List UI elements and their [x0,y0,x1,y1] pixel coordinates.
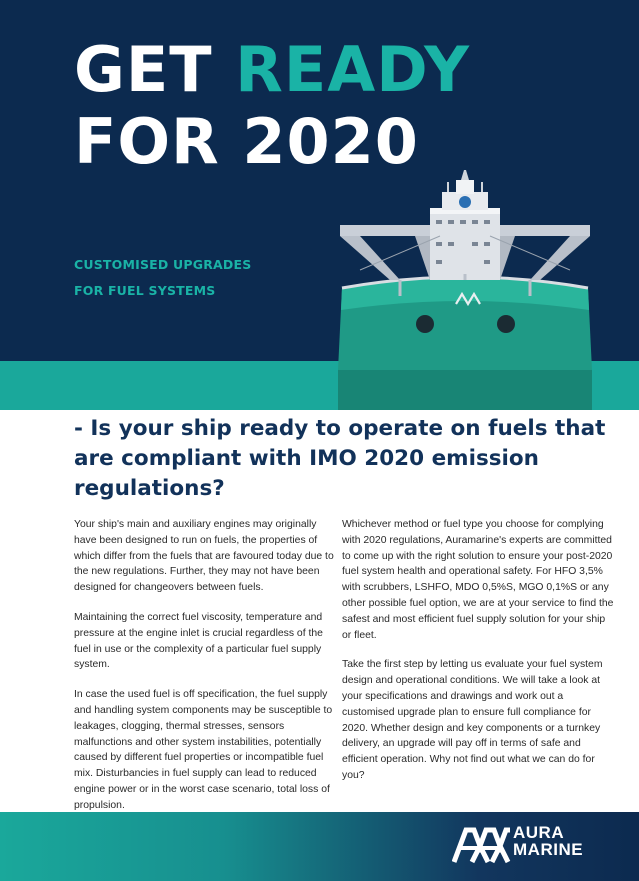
ship-illustration [330,170,600,410]
title-get: GET [74,33,236,106]
logo-wordmark [513,824,583,858]
paragraph: In case the used fuel is off specification, the fuel supply and handling system components may be susceptible to leakages, clogging, thermal stresses, sensors malfunctions and other system instabilities, potentially caused by different fuel properties or incompatible fuel mix. Disturbancies in fuel supply can lead to reduced engine power or in the worst case scenario, total loss of propulsion. [74,689,333,811]
logo-text-marine: MARINE [513,840,584,859]
paragraph: Your ship's main and auxiliary engines may originally have been designed to run on fuels, the properties of which differ from the fuels that are favoured today due to the new regulations. Further, they may not have been designed for changeovers between fuels. [74,519,334,594]
logo-text-aura: AURA [513,823,565,842]
subtitle-line-1: CUSTOMISED UPGRADES [74,257,252,272]
subtitle-line-2: FOR FUEL SYSTEMS [74,283,216,298]
body-column-right [342,517,614,798]
title-for-2020: FOR 2020 [74,105,419,178]
subtitle [74,252,251,304]
page-title [74,34,470,178]
body-column-left [74,517,334,828]
paragraph: Whichever method or fuel type you choose for complying with 2020 regulations, Auramarine's experts are committed to come up with the right solution to ensure your post-2020 fuel system health and operational safety. For HFO 3,5% with scrubbers, LSHFO, MDO 0,5%S, MGO 0,1%S or any other possible fuel option, we are at your service to find the safest and most efficient fuel supply solution for your ship or fleet. [342,519,614,641]
headline: - Is your ship ready to operate on fuels that are compliant with IMO 2020 emission regulations? [74,416,606,501]
paragraph: Maintaining the correct fuel viscosity, temperature and pressure at the engine inlet is crucial regardless of the fuel in use or the complexity of a particular fuel supply system. [74,611,323,671]
hero-banner [0,0,639,410]
title-ready: READY [235,33,471,106]
paragraph: Take the first step by letting us evaluate your fuel system design and operational conditions. We will take a look at your specifications and drawings and work out a customised upgrade plan to ensure full compliance for 2020. Whether design and key components or a turnkey delivery, an upgrade will pay off in terms of safe and efficient operation. Why not find out what we can do for you? [342,659,603,781]
